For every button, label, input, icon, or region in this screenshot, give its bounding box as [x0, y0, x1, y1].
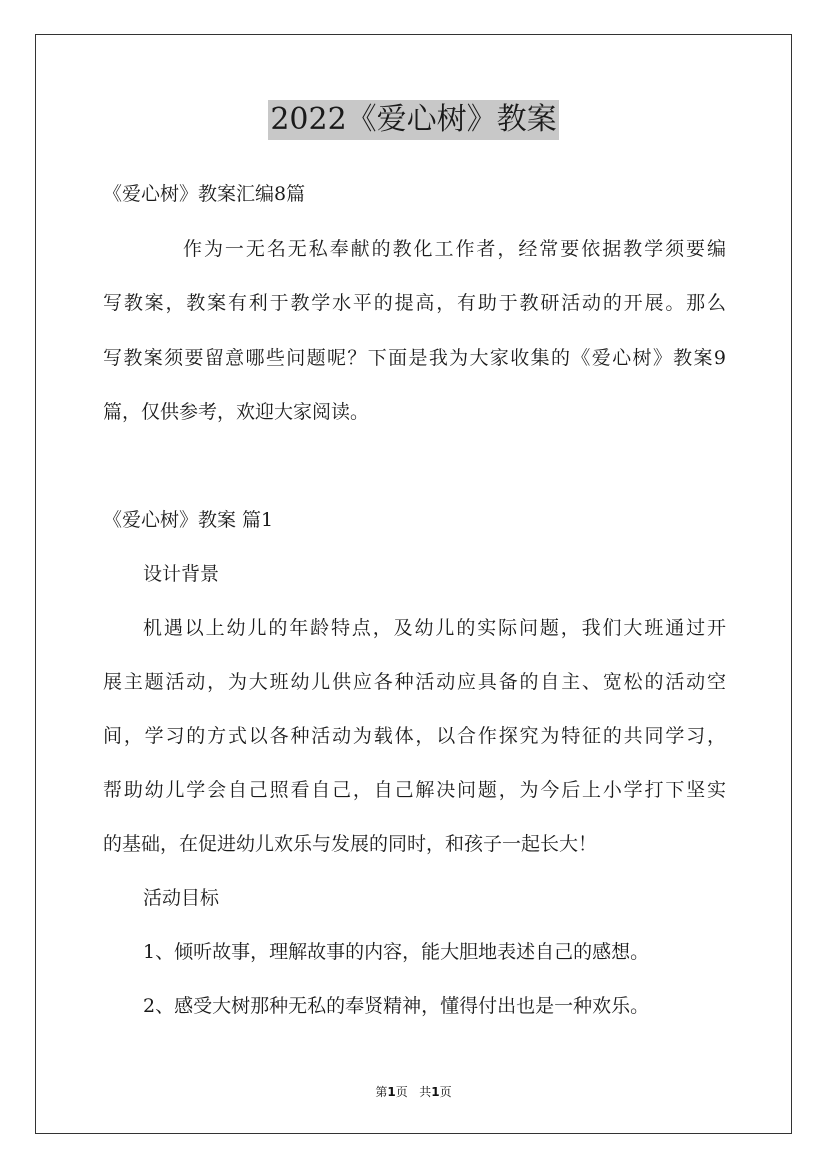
footer-total-number: 1: [431, 1085, 440, 1099]
background-line-2: 展主题活动，为大班幼儿供应各种活动应具备的自主、宽松的活动空: [103, 671, 726, 693]
intro-line-2: 写教案，教案有利于教学水平的提高，有助于教研活动的开展。那么: [103, 292, 726, 314]
intro-line-1: 作为一无名无私奉献的教化工作者，经常要依据教学须要编: [183, 238, 726, 260]
goals-heading: 活动目标: [143, 887, 220, 909]
footer-page-suffix: 页: [395, 1085, 408, 1099]
footer-page-number: 1: [387, 1085, 396, 1099]
document-subtitle: 《爱心树》教案汇编8篇: [103, 183, 306, 205]
goal-item-2: 2、感受大树那种无私的奉贤精神，懂得付出也是一种欢乐。: [143, 995, 650, 1017]
goal-item-1: 1、倾听故事，理解故事的内容，能大胆地表述自己的感想。: [143, 941, 650, 963]
title-container: [0, 100, 827, 140]
section-heading: 《爱心树》教案 篇1: [103, 509, 274, 531]
footer-page-prefix: 第: [375, 1085, 388, 1099]
background-line-5: 的基础，在促进幼儿欢乐与发展的同时，和孩子一起长大！: [103, 833, 598, 855]
intro-line-3: 写教案须要留意哪些问题呢？下面是我为大家收集的《爱心树》教案9: [103, 347, 726, 369]
document-title: 2022《爱心树》教案: [268, 100, 558, 140]
page-footer: [0, 1084, 827, 1100]
design-background-heading: 设计背景: [143, 563, 220, 585]
footer-total-suffix: 页: [439, 1085, 452, 1099]
background-line-4: 帮助幼儿学会自己照看自己，自己解决问题，为今后上小学打下坚实: [103, 779, 726, 801]
background-line-3: 间，学习的方式以各种活动为载体，以合作探究为特征的共同学习，: [103, 725, 726, 747]
background-line-1: 机遇以上幼儿的年龄特点，及幼儿的实际问题，我们大班通过开: [143, 617, 726, 639]
intro-line-4: 篇，仅供参考，欢迎大家阅读。: [103, 401, 370, 423]
footer-total-prefix: 共: [419, 1085, 432, 1099]
